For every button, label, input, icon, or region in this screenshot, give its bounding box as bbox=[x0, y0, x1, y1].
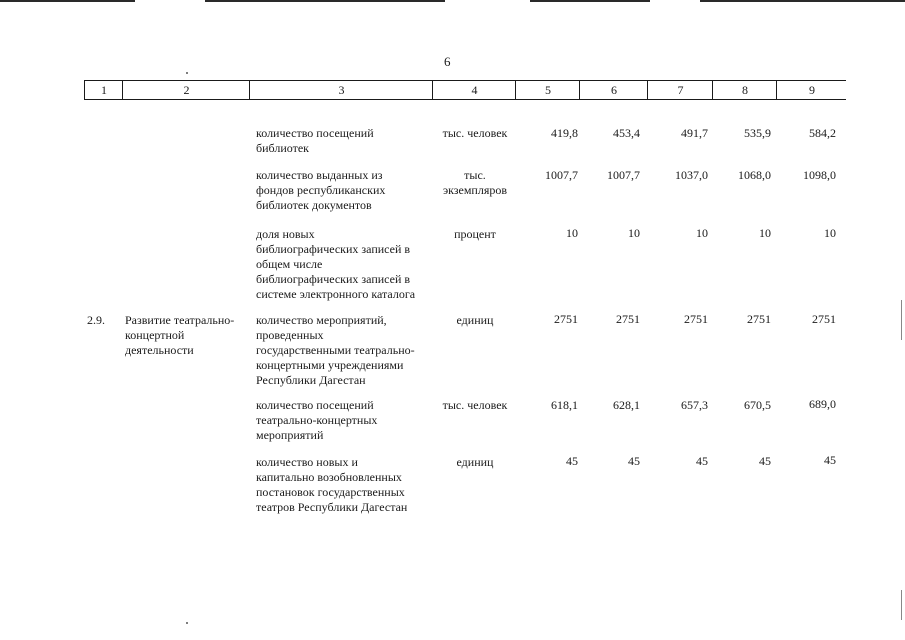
row-number: 2.9. bbox=[87, 313, 105, 327]
unit-text: тыс. человек bbox=[442, 126, 508, 140]
value-cell: 453,4 bbox=[613, 126, 640, 140]
value-cell: 628,1 bbox=[613, 398, 640, 412]
indicator-text: количество мероприятий, проведенных государственными театрально- концертными учреждениями Республики Дагестан bbox=[256, 313, 415, 387]
value-cell: 419,8 bbox=[551, 126, 578, 140]
value-cell: 2751 bbox=[616, 312, 640, 326]
value-cell: 10 bbox=[566, 226, 578, 240]
value-cell: 584,2 bbox=[809, 126, 836, 140]
value-cell: 2751 bbox=[812, 312, 836, 326]
header-cell: 6 bbox=[579, 81, 648, 99]
value-cell: 2751 bbox=[554, 312, 578, 326]
scan-edge-mark bbox=[901, 590, 902, 620]
value-cell: 45 bbox=[628, 454, 640, 468]
header-cell: 9 bbox=[776, 81, 847, 99]
unit-text: единиц bbox=[456, 313, 494, 327]
indicator-text: доля новых библиографических записей в общем числе библиографических записей в системе электронного каталога bbox=[256, 227, 416, 301]
header-cell: 2 bbox=[122, 81, 250, 99]
value-cell: 2751 bbox=[747, 312, 771, 326]
section-name: Развитие театрально- концертной деятельности bbox=[125, 313, 235, 357]
unit-text: единиц bbox=[456, 455, 494, 469]
value-cell: 689,0 bbox=[809, 397, 836, 411]
value-cell: 1007,7 bbox=[545, 168, 578, 182]
header-cell: 4 bbox=[432, 81, 516, 99]
unit-text: тыс. экземпляров bbox=[442, 168, 508, 197]
value-cell: 1037,0 bbox=[675, 168, 708, 182]
value-cell: 10 bbox=[759, 226, 771, 240]
value-cell: 45 bbox=[759, 454, 771, 468]
scan-edge-line bbox=[700, 0, 905, 2]
scan-edge-line bbox=[530, 0, 650, 2]
scan-speck bbox=[186, 622, 188, 624]
header-cell: 7 bbox=[647, 81, 713, 99]
value-cell: 45 bbox=[566, 454, 578, 468]
header-cell: 5 bbox=[515, 81, 580, 99]
value-cell: 10 bbox=[628, 226, 640, 240]
indicator-text: количество посещений библиотек bbox=[256, 126, 374, 155]
value-cell: 1068,0 bbox=[738, 168, 771, 182]
value-cell: 45 bbox=[824, 453, 836, 467]
scan-edge-mark bbox=[901, 300, 902, 340]
header-cell: 8 bbox=[712, 81, 777, 99]
page-number: 6 bbox=[444, 54, 451, 69]
value-cell: 491,7 bbox=[681, 126, 708, 140]
value-cell: 1007,7 bbox=[607, 168, 640, 182]
indicator-text: количество выданных из фондов республиканских библиотек документов bbox=[256, 168, 386, 212]
indicator-text: количество новых и капитально возобновленных постановок государственных театров Республики Дагестан bbox=[256, 455, 408, 514]
value-cell: 1098,0 bbox=[803, 168, 836, 182]
table-header-row bbox=[84, 80, 846, 100]
value-cell: 670,5 bbox=[744, 398, 771, 412]
scan-edge-line bbox=[205, 0, 445, 2]
value-cell: 10 bbox=[696, 226, 708, 240]
indicator-text: количество посещений театрально-концертных мероприятий bbox=[256, 398, 378, 442]
unit-text: процент bbox=[454, 227, 496, 241]
value-cell: 618,1 bbox=[551, 398, 578, 412]
value-cell: 10 bbox=[824, 226, 836, 240]
value-cell: 657,3 bbox=[681, 398, 708, 412]
header-cell: 3 bbox=[249, 81, 433, 99]
header-cell: 1 bbox=[84, 81, 123, 99]
value-cell: 2751 bbox=[684, 312, 708, 326]
value-cell: 535,9 bbox=[744, 126, 771, 140]
value-cell: 45 bbox=[696, 454, 708, 468]
unit-text: тыс. человек bbox=[442, 398, 508, 412]
scan-edge-line bbox=[0, 0, 135, 2]
scan-speck bbox=[186, 72, 188, 74]
